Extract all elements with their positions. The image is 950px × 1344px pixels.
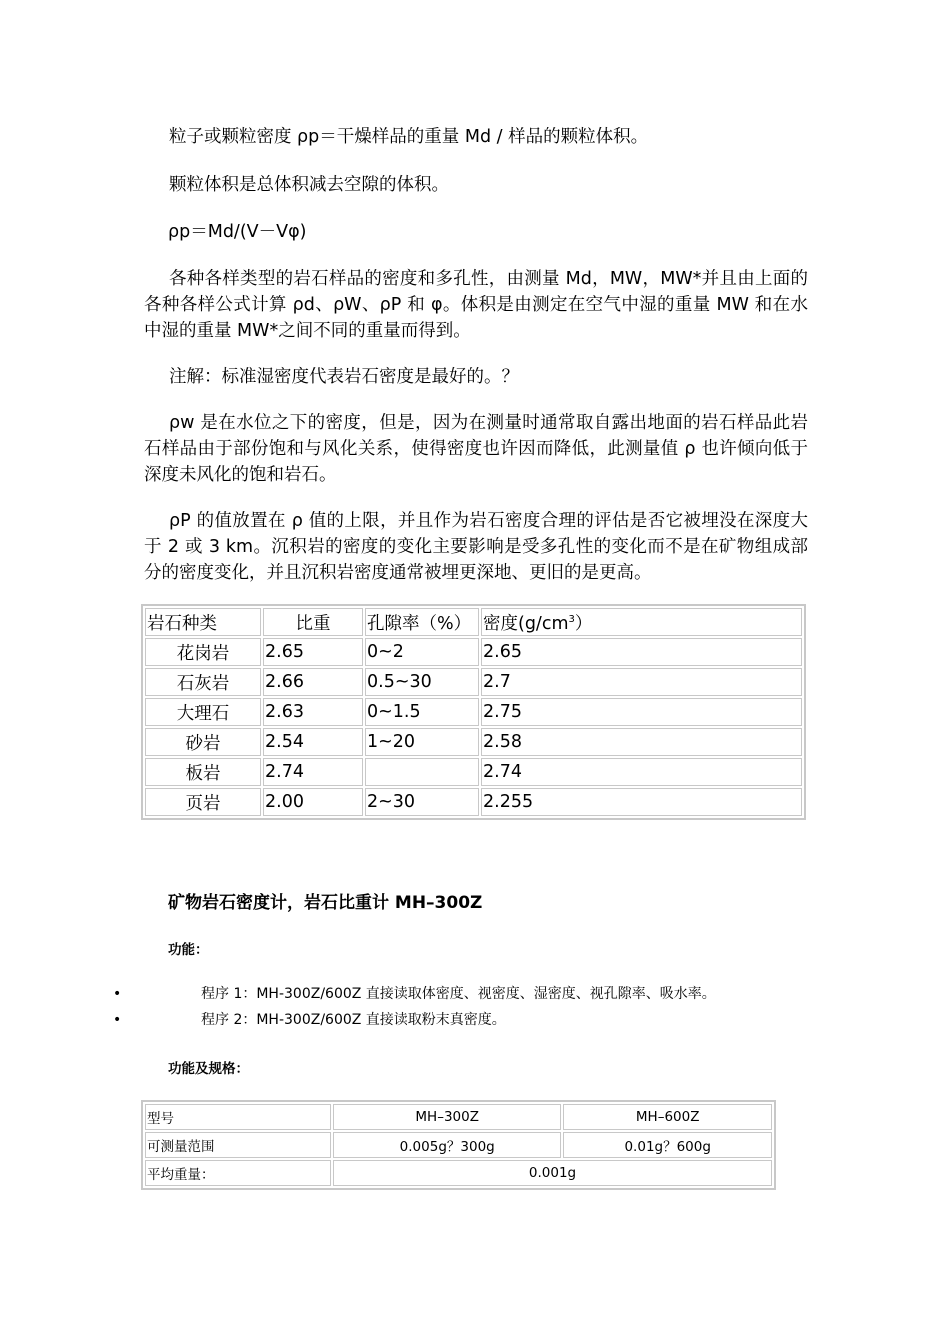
cell-model-300: MH–300Z <box>333 1104 561 1130</box>
cell-porosity: 0~1.5 <box>365 698 479 726</box>
cell-rock-name: 石灰岩 <box>145 668 261 696</box>
table-row <box>145 728 802 756</box>
paragraph-particle-volume: 颗粒体积是总体积减去空隙的体积。 <box>169 175 449 195</box>
cell-porosity <box>365 758 479 786</box>
list-item-text: 程序 1：MH-300Z/600Z 直接读取体密度、视密度、湿密度、视孔隙率、吸水率。 <box>201 986 716 1002</box>
cell-porosity: 1~20 <box>365 728 479 756</box>
cell-range-600: 0.01g？600g <box>563 1132 772 1158</box>
cell-rock-name: 花岗岩 <box>145 638 261 666</box>
cell-range-label: 可测量范围 <box>145 1132 331 1158</box>
cell-specific-gravity: 2.65 <box>263 638 363 666</box>
product-heading: 矿物岩石密度计，岩石比重计 MH–300Z <box>168 893 483 913</box>
table-row <box>145 1160 772 1186</box>
cell-porosity: 0~2 <box>365 638 479 666</box>
table-row <box>145 1132 772 1158</box>
paragraph-rho-w: ρw 是在水位之下的密度，但是，因为在测量时通常取自露出地面的岩石样品此岩石样品由于部份饱和与风化关系，使得密度也许因而降低，此测量值 ρ 也许倾向低于深度未风化的饱和岩石。 <box>144 413 808 485</box>
cell-porosity: 2~30 <box>365 788 479 816</box>
cell-specific-gravity: 2.66 <box>263 668 363 696</box>
formula-particle-density: ρp＝Md/(V－Vφ) <box>168 222 307 242</box>
functions-list <box>0 983 950 1035</box>
table-row <box>145 1104 772 1130</box>
spec-table <box>141 1100 776 1190</box>
cell-rock-name: 砂岩 <box>145 728 261 756</box>
list-item <box>0 1009 950 1035</box>
header-density: 密度$(g/cm^3)$ <box>481 608 802 636</box>
paragraph-rho-p: ρP 的值放置在 ρ 值的上限，并且作为岩石密度合理的评估是否它被埋没在深度大于 2 或 3 km。沉积岩的密度的变化主要影响是受多孔性的变化而不是在矿物组成部分的密度变化，并且沉积岩密度通常被埋更深地、更旧的是更高。 <box>144 511 808 583</box>
table-row <box>145 758 802 786</box>
cell-porosity: 0.5~30 <box>365 668 479 696</box>
cell-density: 2.75 <box>481 698 802 726</box>
bullet-icon: • <box>113 1012 122 1028</box>
header-specific-gravity: 比重 <box>263 608 363 636</box>
cell-specific-gravity: 2.54 <box>263 728 363 756</box>
cell-density: 2.74 <box>481 758 802 786</box>
cell-model-600: MH–600Z <box>563 1104 772 1130</box>
cell-specific-gravity: 2.00 <box>263 788 363 816</box>
rock-density-table <box>141 604 806 820</box>
table-row <box>145 668 802 696</box>
header-rock-type: 岩石种类 <box>145 608 261 636</box>
cell-resolution-value: 0.001g <box>333 1160 772 1186</box>
specs-label: 功能及规格： <box>168 1061 249 1077</box>
table-row <box>145 698 802 726</box>
cell-rock-name: 大理石 <box>145 698 261 726</box>
table-row <box>145 638 802 666</box>
paragraph-note: 注解：标准湿密度代表岩石密度是最好的。？ <box>169 367 519 387</box>
cell-model-label: 型号 <box>145 1104 331 1130</box>
list-item-text: 程序 2：MH-300Z/600Z 直接读取粉末真密度。 <box>201 1012 506 1028</box>
cell-density: 2.58 <box>481 728 802 756</box>
list-item <box>0 983 950 1009</box>
header-porosity: 孔隙率（%） <box>365 608 479 636</box>
cell-range-300: 0.005g？300g <box>333 1132 561 1158</box>
cell-rock-name: 板岩 <box>145 758 261 786</box>
paragraph-particle-density: 粒子或颗粒密度 ρp＝干燥样品的重量 Md / 样品的颗粒体积。 <box>169 127 649 147</box>
table-header-row <box>145 608 802 636</box>
cell-density: 2.7 <box>481 668 802 696</box>
cell-density: 2.65 <box>481 638 802 666</box>
bullet-icon: • <box>113 986 122 1002</box>
table-row <box>145 788 802 816</box>
paragraph-rock-samples: 各种各样类型的岩石样品的密度和多孔性，由测量 Md，MW，MW*并且由上面的各种各样公式计算 ρd、ρW、ρP 和 φ。体积是由测定在空气中湿的重量 MW 和在水中湿的重量 MW*之间不同的重量而得到。 <box>144 269 808 341</box>
cell-rock-name: 页岩 <box>145 788 261 816</box>
cell-specific-gravity: 2.74 <box>263 758 363 786</box>
cell-density: 2.255 <box>481 788 802 816</box>
cell-specific-gravity: 2.63 <box>263 698 363 726</box>
cell-resolution-label: 平均重量： <box>145 1160 331 1186</box>
functions-label: 功能： <box>168 942 209 958</box>
